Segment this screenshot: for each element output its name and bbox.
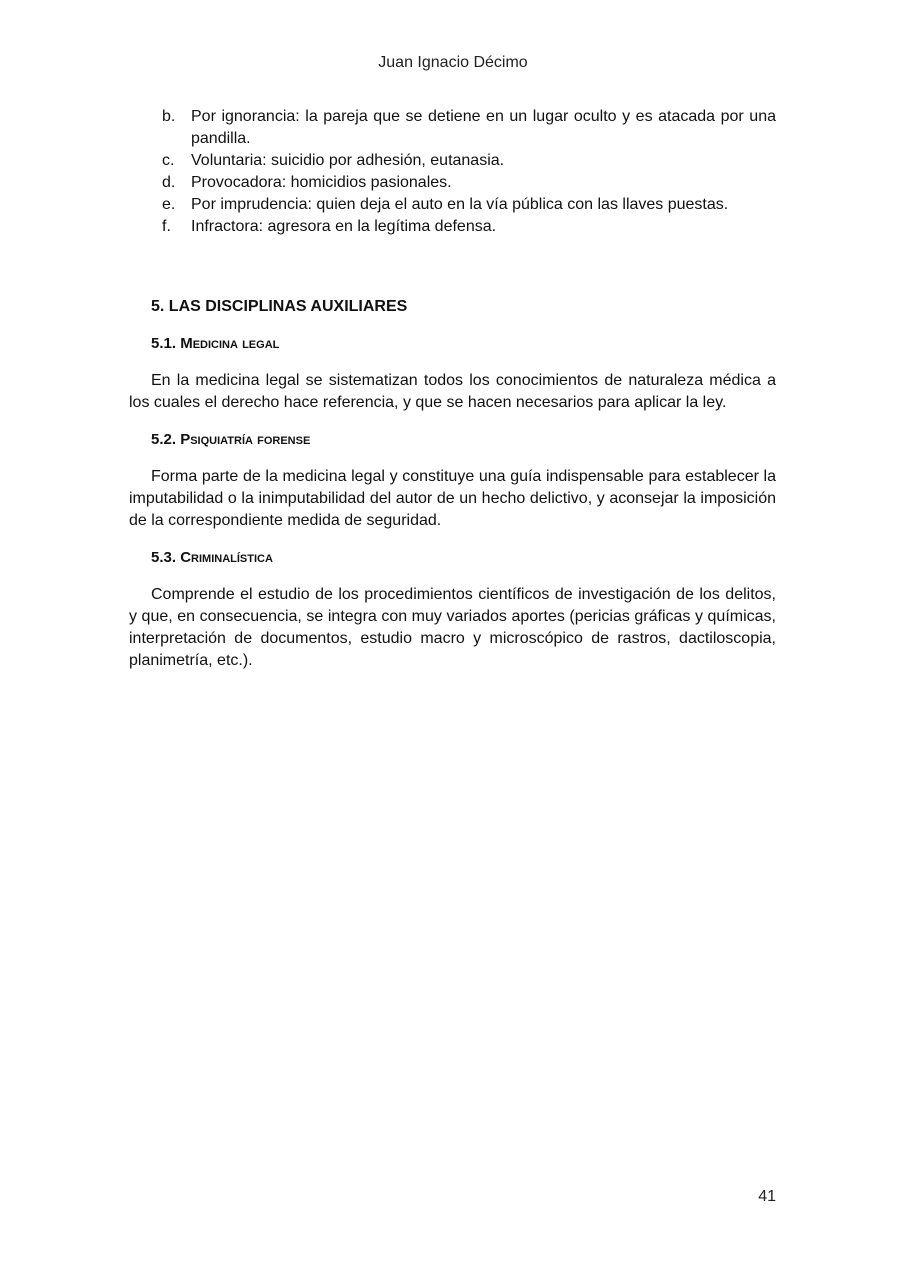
enumerated-list	[129, 106, 776, 238]
paragraph-medicina-legal: En la medicina legal se sistematizan todos los conocimientos de naturaleza médica a los cuales el derecho hace referencia, y que se hacen necesarios para aplicar la ley.	[129, 372, 776, 411]
list-item	[162, 172, 776, 194]
subsection-number: 5.3.	[151, 549, 177, 566]
list-item	[162, 106, 776, 150]
subsection-number: 5.1.	[151, 335, 177, 352]
subsection-heading-psiquiatria-forense	[151, 429, 776, 451]
list-item	[162, 150, 776, 172]
list-text: Por imprudencia: quien deja el auto en la vía pública con las llaves puestas.	[191, 196, 729, 213]
list-marker: c.	[162, 152, 175, 169]
list-marker: b.	[162, 108, 176, 125]
subsection-title: Psiquiatría forense	[180, 431, 311, 448]
list-text: Infractora: agresora en la legítima defensa.	[191, 218, 497, 235]
list-item	[162, 216, 776, 238]
subsection-heading-medicina-legal	[151, 333, 776, 355]
list-marker: d.	[162, 174, 176, 191]
list-item	[162, 194, 776, 216]
running-header: Juan Ignacio Décimo	[378, 54, 528, 71]
list-text: Provocadora: homicidios pasionales.	[191, 174, 452, 191]
list-text: Por ignorancia: la pareja que se detiene en un lugar oculto y es atacada por una pandilla.	[191, 108, 776, 147]
subsection-number: 5.2.	[151, 431, 177, 448]
list-marker: f.	[162, 218, 171, 235]
subsection-title: Criminalística	[180, 549, 273, 566]
list-marker: e.	[162, 196, 176, 213]
section-heading: 5. LAS DISCIPLINAS AUXILIARES	[151, 298, 408, 315]
paragraph-psiquiatria-forense: Forma parte de la medicina legal y constituye una guía indispensable para establecer la imputabilidad o la inimputabilidad del autor de un hecho delictivo, y aconsejar la imposición de la correspondiente medida de seguridad.	[129, 468, 776, 529]
paragraph-criminalistica: Comprende el estudio de los procedimientos científicos de investigación de los delitos, y que, en consecuencia, se integra con muy variados aportes (pericias gráficas y químicas, interpretación de documentos, estudio macro y microscópico de rastros, dactiloscopia, planimetría, etc.).	[129, 586, 776, 669]
list-text: Voluntaria: suicidio por adhesión, eutanasia.	[191, 152, 505, 169]
subsection-title: Medicina legal	[180, 335, 280, 352]
subsection-heading-criminalistica	[151, 547, 776, 569]
page-content	[129, 106, 776, 672]
page-number: 41	[758, 1188, 776, 1205]
